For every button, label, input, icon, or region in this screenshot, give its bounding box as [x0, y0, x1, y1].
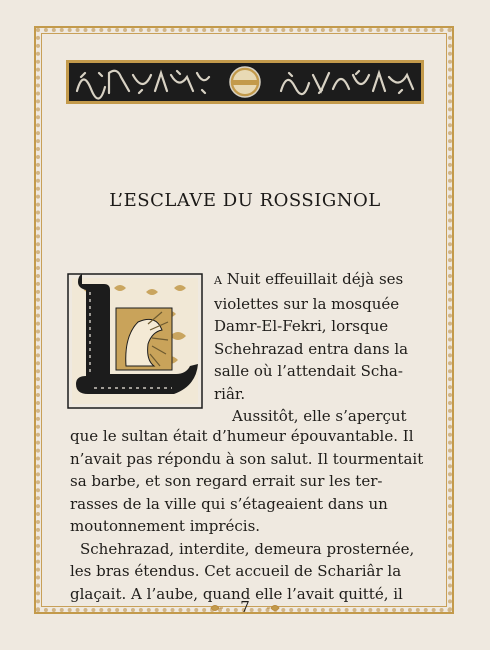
text-line-10: rasses de la ville qui s’étageaient dans un [70, 494, 388, 513]
text-line-12: Schehrazad, interdite, demeura prosternée, [80, 539, 415, 558]
text-line-7: que le sultan était d’humeur épouvantable. Il [70, 427, 414, 445]
text-line-1: violettes sur la mosquée [214, 294, 400, 313]
text-line-0: Nuit effeuillait déjà ses [226, 270, 404, 288]
paragraph-intro [214, 268, 418, 428]
text-line-3: Schehrazad entra dans la [214, 339, 409, 358]
dropcap-small-caps: A [214, 274, 222, 287]
text-line-8: n’avait pas répondu à son salut. Il tourmentait [70, 449, 424, 468]
text-line-13: les bras étendus. Cet accueil de Schariâr la [70, 562, 402, 580]
text-line-11: moutonnement imprécis. [70, 517, 261, 535]
chapter-title: L’ESCLAVE DU ROSSIGNOL [109, 190, 381, 211]
arabesque-pattern-icon [69, 63, 421, 101]
dropcap-l-icon [64, 270, 206, 412]
text-line-14: glaçait. A l’aube, quand elle l’avait quitté, il [70, 584, 403, 603]
text-line-5: riâr. [214, 384, 246, 403]
text-line-6: Aussitôt, elle s’aperçut [232, 407, 407, 425]
illuminated-drop-cap [64, 270, 206, 412]
text-line-4: salle où l’attendait Scha- [214, 362, 403, 380]
paragraph-body [70, 425, 424, 605]
text-line-9: sa barbe, et son regard errait sur les ter- [70, 472, 383, 490]
ornamental-header-banner [66, 60, 424, 104]
text-line-2: Damr-El-Fekri, lorsque [214, 317, 389, 335]
text-line [214, 268, 418, 293]
page-number: 7 [240, 598, 250, 616]
page-number-ornament-right-icon [266, 603, 280, 613]
